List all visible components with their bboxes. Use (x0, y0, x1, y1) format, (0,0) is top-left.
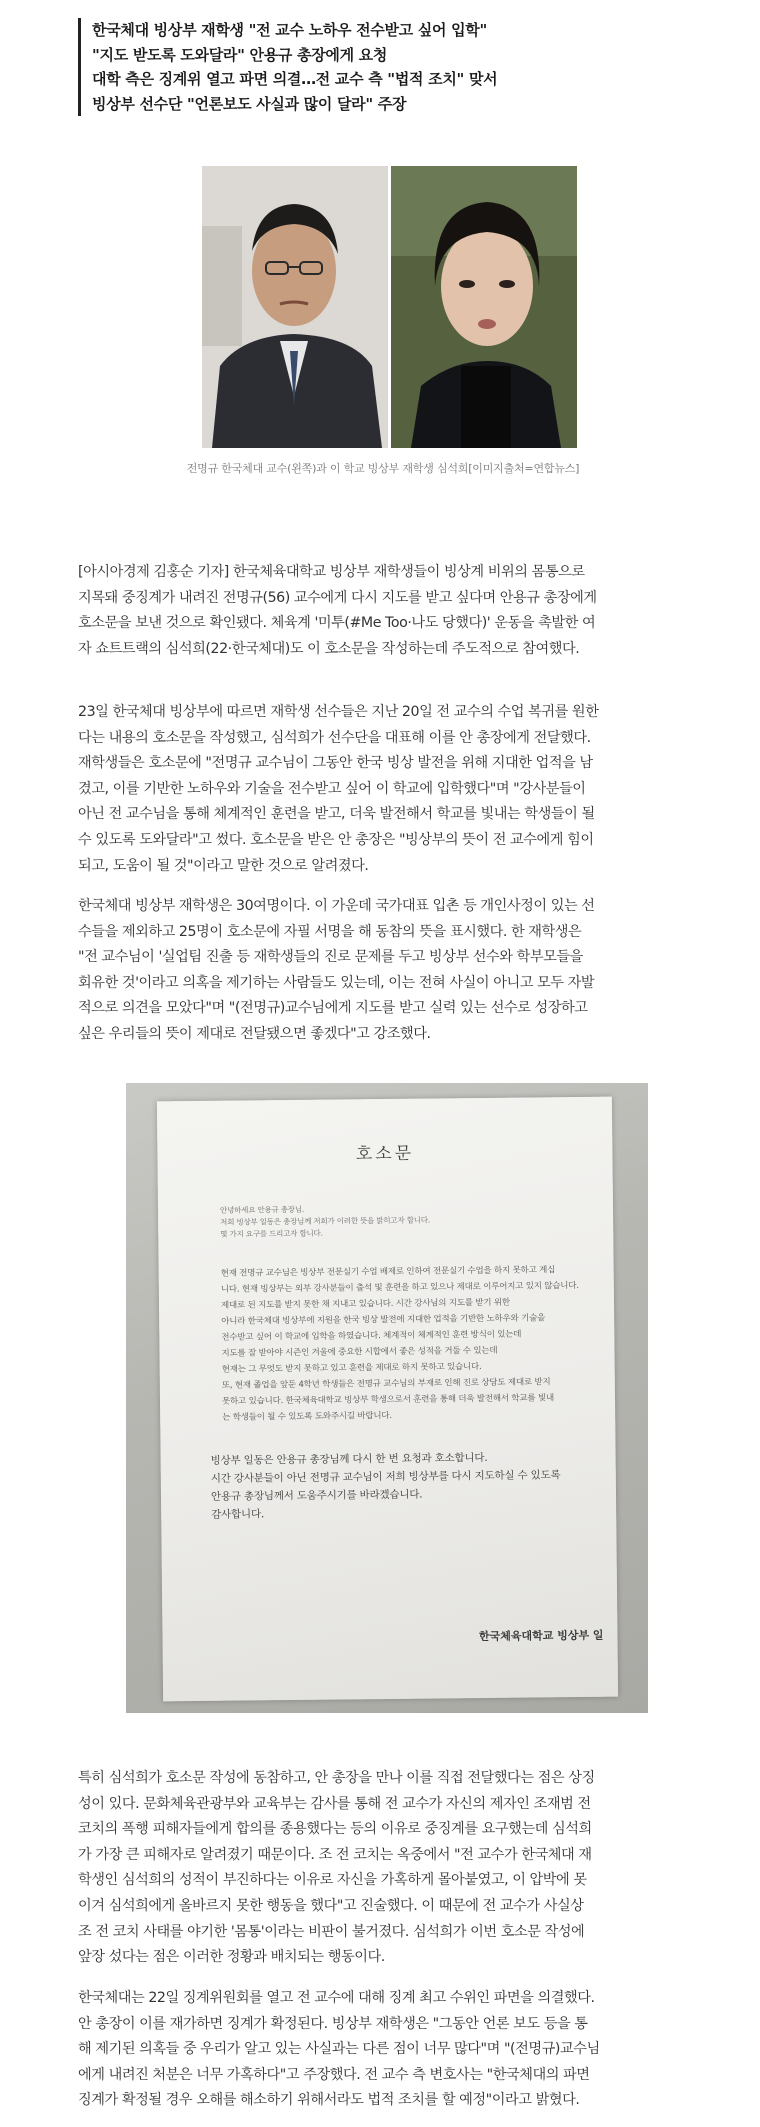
paragraph-line: 성이 있다. 문화체육관광부와 교육부는 감사를 통해 전 교수가 자신의 제자인 조재범 전 (78, 1795, 591, 1812)
appeal-letter (157, 1097, 618, 1702)
paragraph-line: 수들을 제외하고 25명이 호소문에 자필 서명을 해 동참의 뜻을 표시했다. 한 재학생은 (78, 923, 582, 940)
letter-line: 는 학생들이 될 수 있도록 도와주시길 바랍니다. (222, 1410, 392, 1423)
letter-line: 못하고 있습니다. 한국체육대학교 빙상부 학생으로서 훈련을 통해 더욱 발전해서 학교를 빛내 (221, 1393, 555, 1407)
letter-line: 아니라 한국체대 빙상부에 지원을 한국 빙상 발전에 지대한 업적을 기반한 노하우와 기술을 (221, 1313, 546, 1327)
article-photo (202, 166, 577, 448)
paragraph-line: 특히 심석희가 호소문 작성에 동참하고, 안 총장을 만나 이를 직접 전달했다는 점은 상징 (78, 1770, 595, 1786)
article-paragraph (78, 894, 690, 1048)
summary-line: 한국체대 빙상부 재학생 "전 교수 노하우 전수받고 싶어 입학" (92, 21, 487, 39)
paragraph-line: 다는 내용의 호소문을 작성했고, 심석희가 선수단을 대표해 이를 안 총장에게 전달했다. (78, 729, 591, 746)
letter-signature: 한국체육대학교 빙상부 일 (478, 1628, 604, 1644)
paragraph-line: 겼고, 이를 기반한 노하우와 기술을 전수받고 싶어 이 학교에 입학했다"며 "강사분들이 (78, 780, 586, 797)
article-paragraph (78, 1986, 690, 2114)
paragraph-line: 한국체대 빙상부 재학생은 30여명이다. 이 가운데 국가대표 입촌 등 개인사정이 있는 선 (78, 898, 595, 914)
letter-line: 또, 현재 졸업을 앞둔 4학년 학생들은 전명규 교수님의 부재로 인해 진로 상담도 제대로 받지 (221, 1377, 551, 1391)
photo-shim-suk-hee (391, 166, 577, 448)
paragraph-line: 싶은 우리들의 뜻이 제대로 전달됐으면 좋겠다"고 강조했다. (78, 1025, 431, 1042)
letter-line: 안용규 총장님께서 도움주시기를 바라겠습니다. (210, 1488, 423, 1503)
letter-line: 제대로 된 지도를 받지 못한 채 지내고 있습니다. 시간 강사님의 지도를 받기 위한 (220, 1297, 510, 1311)
paragraph-line: [아시아경제 김홍순 기자] 한국체육대학교 빙상부 재학생들이 빙상계 비위의 몸통으로 (78, 564, 585, 580)
paragraph-line: 적으로 의견을 모았다"며 "(전명규)교수님에게 지도를 받고 실력 있는 선수로 성장하고 (78, 1000, 588, 1017)
paragraph-line: "전 교수님이 '실업팀 진출 등 재학생들의 진로 문제를 두고 빙상부 선수와 학부모들을 (78, 949, 583, 966)
paragraph-line: 이겨 심석희에게 올바르지 못한 행동을 했다"고 진술했다. 이 때문에 전 교수가 사실상 (78, 1897, 584, 1914)
paragraph-line: 수 있도록 도와달라"고 썼다. 호소문을 받은 안 총장은 "빙상부의 뜻이 전 교수에게 힘이 (78, 831, 594, 848)
letter-title: 호소문 (355, 1143, 415, 1165)
paragraph-line: 코치의 폭행 피해자들에게 합의를 종용했다는 등의 이유로 중징계를 요구했는데 심석희 (78, 1821, 592, 1838)
paragraph-line: 조 전 코치 사태를 야기한 '몸통'이라는 비판이 불거졌다. 심석희가 이번 호소문 작성에 (78, 1923, 585, 1940)
photo-caption: 전명규 한국체대 교수(왼쪽)과 이 학교 빙상부 재학생 심석희[이미지출처=연합뉴스] (186, 462, 580, 475)
paragraph-line: 재학생들은 호소문에 "전명규 교수님이 그동안 한국 빙상 발전을 위해 지대한 업적을 남 (78, 755, 593, 772)
letter-line: 저희 빙상부 일동은 총장님께 저희가 이러한 뜻을 밝히고자 합니다. (220, 1215, 431, 1227)
paragraph-line: 아닌 전 교수님을 통해 체계적인 훈련을 받고, 더욱 발전해서 학교를 빛내는 학생들이 될 (78, 806, 595, 823)
paragraph-line: 에게 내려진 처분은 너무 가혹하다"고 주장했다. 전 교수 측 변호사는 "한국체대의 파면 (78, 2066, 590, 2083)
letter-line: 몇 가지 요구를 드리고자 합니다. (220, 1228, 323, 1239)
article-paragraph (78, 1766, 690, 1971)
paragraph-line: 앞장 섰다는 점은 이러한 정황과 배치되는 행동이다. (78, 1949, 385, 1966)
letter-line: 니다. 현재 빙상부는 외부 강사분들이 출석 및 훈련을 하고 있으나 제대로 이루어지고 있지 않습니다. (220, 1280, 579, 1295)
article-paragraph (78, 700, 690, 879)
letter-line: 빙상부 일동은 안용규 총장님께 다시 한 번 요청과 호소합니다. (210, 1451, 488, 1467)
paragraph-line: 회유한 것'이라고 의혹을 제기하는 사람들도 있는데, 이는 전혀 사실이 아니고 모두 자발 (78, 974, 595, 991)
paragraph-line: 23일 한국체대 빙상부에 따르면 재학생 선수들은 지난 20일 전 교수의 수업 복귀를 원한 (78, 704, 599, 720)
article-paragraph (78, 560, 690, 662)
letter-photo (126, 1083, 648, 1713)
paragraph-line: 호소문을 보낸 것으로 확인됐다. 체육계 '미투(#Me Too·나도 당했다)' 운동을 촉발한 여 (78, 615, 596, 632)
letter-line: 전수받고 싶어 이 학교에 입학을 하였습니다. 체계적이 체계적인 훈련 방식이 있는데 (221, 1329, 522, 1343)
summary-line: 대학 측은 징계위 열고 파면 의결…전 교수 측 "법적 조치" 맞서 (92, 70, 498, 88)
paragraph-line: 학생인 심석희의 성적이 부진하다는 이유로 자신을 가혹하게 몰아붙였고, 이 압박에 못 (78, 1872, 587, 1889)
summary-line: 빙상부 선수단 "언론보도 사실과 많이 달라" 주장 (92, 94, 407, 113)
letter-line: 안녕하세요 안용규 총장님. (219, 1204, 305, 1215)
letter-line: 지도를 잘 받아야 시즌인 겨울에 중요한 시합에서 좋은 성적을 거둘 수 있는데 (221, 1345, 498, 1359)
paragraph-line: 안 총장이 이를 재가하면 징계가 확정된다. 빙상부 재학생은 "그동안 언론 보도 등을 통 (78, 2015, 588, 2032)
paragraph-line: 가 가장 큰 피해자로 알려졌기 때문이다. 조 전 코치는 옥중에서 "전 교수가 한국체대 재 (78, 1846, 592, 1863)
letter-line: 현재 전명규 교수님은 빙상부 전문실기 수업 배제로 인하여 전문실기 수업을 하지 못하고 계십 (220, 1265, 556, 1279)
letter-line: 시간 강사분들이 아닌 전명규 교수님이 저희 빙상부를 다시 지도하실 수 있도록 (210, 1469, 561, 1485)
paragraph-line: 지목돼 중징계가 내려진 전명규(56) 교수에게 다시 지도를 받고 싶다며 안용규 총장에게 (78, 589, 597, 606)
paragraph-line: 자 쇼트트랙의 심석희(22·한국체대)도 이 호소문을 작성하는데 주도적으로 참여했다. (78, 640, 580, 657)
paragraph-line: 징계가 확정될 경우 오해를 해소하기 위해서라도 법적 조치를 할 예정"이라고 밝혔다. (78, 2092, 580, 2109)
paragraph-line: 되고, 도움이 될 것"이라고 말한 것으로 알려졌다. (78, 857, 369, 874)
letter-line: 감사합니다. (211, 1508, 265, 1521)
paragraph-line: 해 제기된 의혹들 중 우리가 알고 있는 사실과는 다른 점이 너무 많다"며 "(전명규)교수님 (78, 2041, 600, 2058)
article-summary (78, 18, 652, 116)
letter-line: 현재는 그 무엇도 받지 못하고 있고 훈련을 제대로 하지 못하고 있습니다. (221, 1362, 482, 1375)
summary-line: "지도 받도록 도와달라" 안용규 총장에게 요청 (92, 45, 388, 64)
paragraph-line: 한국체대는 22일 징계위원회를 열고 전 교수에 대해 징계 최고 수위인 파면을 의결했다. (78, 1990, 595, 2006)
photo-jeon-myung-kyu (202, 166, 388, 448)
